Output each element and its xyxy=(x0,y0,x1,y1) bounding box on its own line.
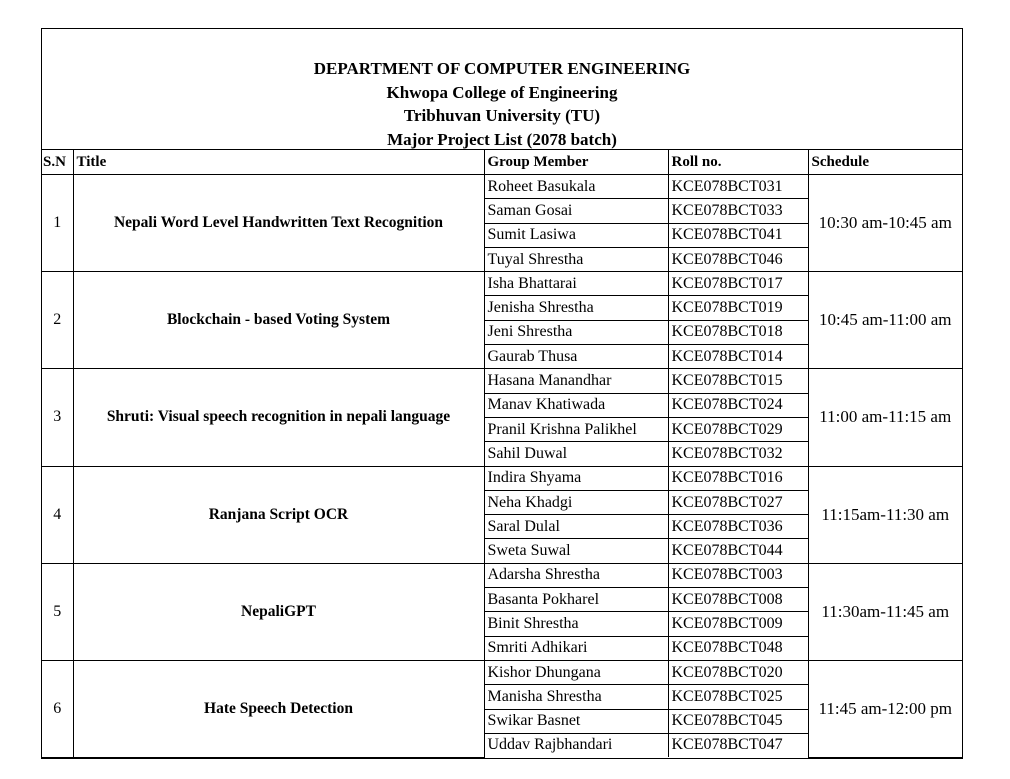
table-row xyxy=(42,369,962,393)
table-row xyxy=(42,660,962,684)
schedule-time: 11:00 am-11:15 am xyxy=(808,369,962,466)
roll-number: KCE078BCT031 xyxy=(668,175,808,199)
serial-number: 1 xyxy=(42,175,73,272)
group-member-name: Swikar Basnet xyxy=(484,709,668,733)
group-member-name: Manav Khatiwada xyxy=(484,393,668,417)
roll-number: KCE078BCT020 xyxy=(668,660,808,684)
roll-number: KCE078BCT009 xyxy=(668,612,808,636)
column-header-title: Title xyxy=(73,150,484,175)
group-member-name: Adarsha Shrestha xyxy=(484,563,668,587)
serial-number: 3 xyxy=(42,369,73,466)
group-member-name: Jeni Shrestha xyxy=(484,320,668,344)
serial-number: 4 xyxy=(42,466,73,563)
roll-number: KCE078BCT046 xyxy=(668,247,808,271)
group-member-name: Jenisha Shrestha xyxy=(484,296,668,320)
group-member-name: Hasana Manandhar xyxy=(484,369,668,393)
group-member-name: Isha Bhattarai xyxy=(484,272,668,296)
project-title: Hate Speech Detection xyxy=(73,660,484,757)
project-table xyxy=(42,150,962,758)
project-list-sheet xyxy=(41,28,963,759)
serial-number: 2 xyxy=(42,272,73,369)
schedule-time: 10:30 am-10:45 am xyxy=(808,175,962,272)
roll-number: KCE078BCT045 xyxy=(668,709,808,733)
table-row xyxy=(42,563,962,587)
table-body xyxy=(42,175,962,758)
serial-number: 6 xyxy=(42,660,73,757)
project-title: Nepali Word Level Handwritten Text Recognition xyxy=(73,175,484,272)
group-member-name: Sahil Duwal xyxy=(484,442,668,466)
group-member-name: Sweta Suwal xyxy=(484,539,668,563)
group-member-name: Tuyal Shrestha xyxy=(484,247,668,271)
schedule-time: 11:45 am-12:00 pm xyxy=(808,660,962,757)
column-header-sn: S.N xyxy=(42,150,73,175)
table-header-row xyxy=(42,150,962,175)
roll-number: KCE078BCT017 xyxy=(668,272,808,296)
group-member-name: Sumit Lasiwa xyxy=(484,223,668,247)
roll-number: KCE078BCT048 xyxy=(668,636,808,660)
project-title: Blockchain - based Voting System xyxy=(73,272,484,369)
project-title: NepaliGPT xyxy=(73,563,484,660)
roll-number: KCE078BCT015 xyxy=(668,369,808,393)
roll-number: KCE078BCT036 xyxy=(668,515,808,539)
roll-number: KCE078BCT018 xyxy=(668,320,808,344)
roll-number: KCE078BCT029 xyxy=(668,417,808,441)
roll-number: KCE078BCT019 xyxy=(668,296,808,320)
column-header-roll-no: Roll no. xyxy=(668,150,808,175)
department-title: DEPARTMENT OF COMPUTER ENGINEERING xyxy=(313,59,691,78)
schedule-time: 11:30am-11:45 am xyxy=(808,563,962,660)
serial-number: 5 xyxy=(42,563,73,660)
roll-number: KCE078BCT014 xyxy=(668,345,808,369)
roll-number: KCE078BCT016 xyxy=(668,466,808,490)
column-header-schedule: Schedule xyxy=(808,150,962,175)
roll-number: KCE078BCT033 xyxy=(668,199,808,223)
roll-number: KCE078BCT008 xyxy=(668,588,808,612)
project-title: Shruti: Visual speech recognition in nepali language xyxy=(73,369,484,466)
schedule-time: 11:15am-11:30 am xyxy=(808,466,962,563)
group-member-name: Pranil Krishna Palikhel xyxy=(484,417,668,441)
roll-number: KCE078BCT044 xyxy=(668,539,808,563)
college-name: Khwopa College of Engineering xyxy=(386,82,618,102)
table-row xyxy=(42,175,962,199)
university-name: Tribhuvan University (TU) xyxy=(403,106,601,125)
column-header-group-member: Group Member xyxy=(484,150,668,175)
document-header xyxy=(42,29,962,150)
table-row xyxy=(42,466,962,490)
group-member-name: Gaurab Thusa xyxy=(484,345,668,369)
roll-number: KCE078BCT032 xyxy=(668,442,808,466)
roll-number: KCE078BCT024 xyxy=(668,393,808,417)
list-title: Major Project List (2078 batch) xyxy=(387,129,617,149)
group-member-name: Basanta Pokharel xyxy=(484,588,668,612)
group-member-name: Indira Shyama xyxy=(484,466,668,490)
table-row xyxy=(42,272,962,296)
project-title: Ranjana Script OCR xyxy=(73,466,484,563)
group-member-name: Uddav Rajbhandari xyxy=(484,733,668,757)
group-member-name: Kishor Dhungana xyxy=(484,660,668,684)
group-member-name: Saral Dulal xyxy=(484,515,668,539)
group-member-name: Binit Shrestha xyxy=(484,612,668,636)
roll-number: KCE078BCT041 xyxy=(668,223,808,247)
schedule-time: 10:45 am-11:00 am xyxy=(808,272,962,369)
roll-number: KCE078BCT025 xyxy=(668,685,808,709)
group-member-name: Smriti Adhikari xyxy=(484,636,668,660)
group-member-name: Manisha Shrestha xyxy=(484,685,668,709)
roll-number: KCE078BCT027 xyxy=(668,490,808,514)
group-member-name: Roheet Basukala xyxy=(484,175,668,199)
roll-number: KCE078BCT003 xyxy=(668,563,808,587)
roll-number: KCE078BCT047 xyxy=(668,733,808,757)
group-member-name: Neha Khadgi xyxy=(484,490,668,514)
group-member-name: Saman Gosai xyxy=(484,199,668,223)
